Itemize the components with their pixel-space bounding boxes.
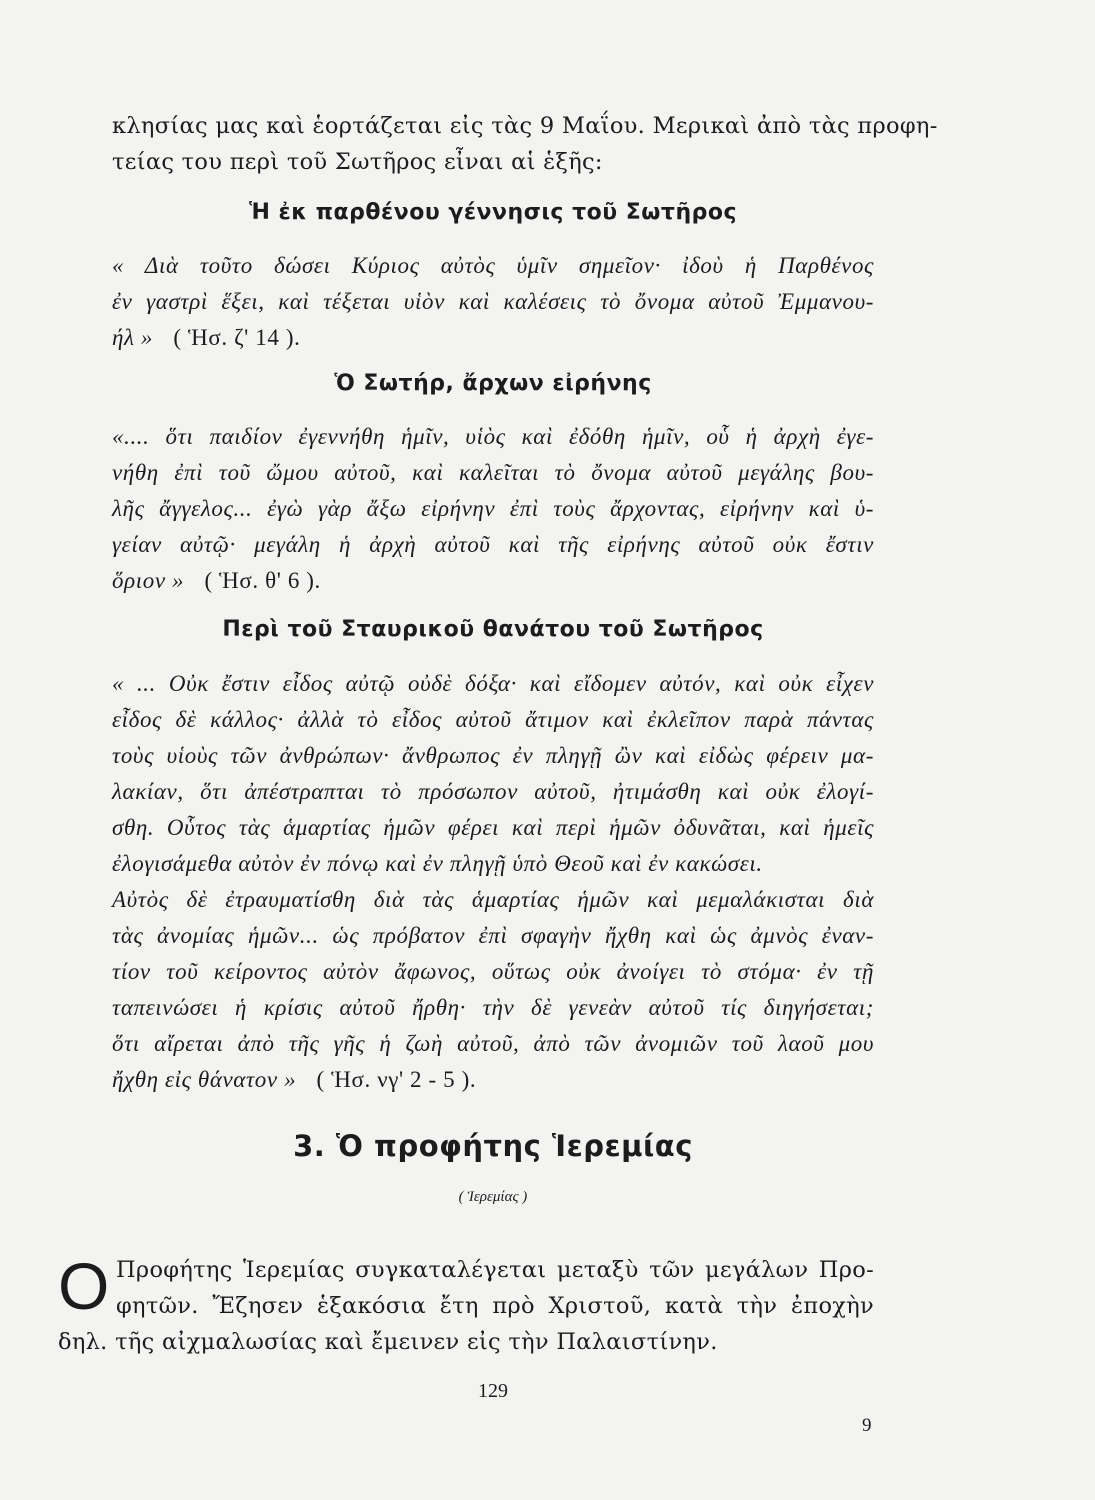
drop-cap: Ο (58, 1249, 110, 1323)
chapter-body-line (116, 1256, 874, 1284)
quote-line: γείαν αὐτῷ· μεγάλη ἡ ἀρχὴ αὐτοῦ καὶ τῆς εἰρήνης αὐτοῦ οὐκ ἔστιν (112, 532, 874, 557)
quote-line (112, 1066, 874, 1094)
chapter-subtitle: ( Ἱερεμίας ) (458, 1189, 528, 1205)
quote-line: ἐλογισάμεθα αὐτὸν ἐν πόνῳ καὶ ἐν πληγῇ ὑπὸ Θεοῦ καὶ ἐν κακώσει. (112, 851, 763, 876)
section-heading-crucifixion: Περὶ τοῦ Σταυρικοῦ θανάτου τοῦ Σωτῆρος (222, 617, 764, 642)
quote-line: «.... ὅτι παιδίον ἐγεννήθη ἡμῖν, υἱὸς καὶ ἐδόθη ἡμῖν, οὗ ἡ ἀρχὴ ἐγε- (112, 424, 874, 449)
quote-line: Αὐτὸς δὲ ἐτραυματίσθη διὰ τὰς ἁμαρτίας ἡμῶν καὶ μεμαλάκισται διὰ (112, 887, 874, 912)
quote-line: σθη. Οὗτος τὰς ἁμαρτίας ἡμῶν φέρει καὶ περὶ ἡμῶν ὀδυνᾶται, καὶ ἡμεῖς (112, 815, 874, 840)
scripture-reference: ( Ἡσ. ζ' 14 ). (173, 325, 301, 350)
quote-line: τοὺς υἱοὺς τῶν ἀνθρώπων· ἄνθρωπος ἐν πληγῇ ὢν καὶ εἰδὼς φέρειν μα- (112, 743, 874, 768)
section-heading-prince-of-peace: Ὁ Σωτήρ, ἄρχων εἰρήνης (334, 371, 652, 396)
quote-text: ὅριον » (112, 568, 185, 593)
quote-line: εἶδος δὲ κάλλος· ἀλλὰ τὸ εἶδος αὐτοῦ ἄτιμον καὶ ἐκλεῖπον παρὰ πάντας (112, 707, 874, 732)
chapter-body-line (116, 1292, 874, 1320)
quote-line: « ... Οὐκ ἔστιν εἶδος αὐτῷ οὐδὲ δόξα· καὶ εἴδομεν αὐτόν, καὶ οὐκ εἶχεν (112, 671, 874, 696)
chapter-body-line: δηλ. τῆς αἰχμαλωσίας καὶ ἔμεινεν εἰς τὴν Παλαιστίνην. (58, 1329, 718, 1355)
intro-line-2: τείας του περὶ τοῦ Σωτῆρος εἶναι αἱ ἑξῆς: (112, 149, 603, 175)
quote-line (112, 324, 874, 352)
scripture-reference: ( Ἡσ. νγ' 2 - 5 ). (316, 1067, 477, 1092)
quote-line: τίον τοῦ κείροντος αὐτὸν ἄφωνος, οὕτως οὐκ ἀνοίγει τὸ στόμα· ἐν τῇ (112, 959, 874, 984)
chapter-title: 3. Ὁ προφήτης Ἱερεμίας (293, 1129, 693, 1163)
quote-line: ταπεινώσει ἡ κρίσις αὐτοῦ ἤρθη· τὴν δὲ γενεὰν αὐτοῦ τίς διηγήσεται; (112, 995, 874, 1020)
chapter-body-text: Προφήτης Ἱερεμίας συγκαταλέγεται μεταξὺ τῶν μεγάλων Προ- (116, 1257, 874, 1283)
quote-line: « Διὰ τοῦτο δώσει Κύριος αὐτὸς ὑμῖν σημεῖον· ἰδοὺ ἡ Παρθένος (112, 253, 874, 278)
quote-text: ἤχθη εἰς θάνατον » (112, 1067, 297, 1092)
quote-text: ήλ » (112, 325, 154, 350)
chapter-body-text: φητῶν. Ἔζησεν ἑξακόσια ἔτη πρὸ Χριστοῦ, κατὰ τὴν ἐποχὴν (116, 1293, 874, 1319)
signature-mark: 9 (862, 1415, 872, 1436)
quote-line: τὰς ἀνομίας ἡμῶν... ὡς πρόβατον ἐπὶ σφαγὴν ἤχθη καὶ ὡς ἀμνὸς ἐναν- (112, 923, 874, 948)
page-number: 129 (478, 1380, 508, 1402)
quote-line: νήθη ἐπὶ τοῦ ὤμου αὐτοῦ, καὶ καλεῖται τὸ ὄνομα αὐτοῦ μεγάλης βου- (112, 460, 874, 485)
quote-line: λακίαν, ὅτι ἀπέστραπται τὸ πρόσωπον αὐτοῦ, ἠτιμάσθη καὶ οὐκ ἐλογί- (112, 779, 874, 804)
intro-line-1: κλησίας μας καὶ ἑορτάζεται εἰς τὰς 9 Μαΐου. Μερικαὶ ἀπὸ τὰς προφη- (112, 113, 938, 139)
scripture-reference: ( Ἡσ. θ' 6 ). (204, 568, 321, 593)
section-heading-virgin-birth: Ἡ ἐκ παρθένου γέννησις τοῦ Σωτῆρος (248, 200, 738, 225)
quote-line: ἐν γαστρὶ ἕξει, καὶ τέξεται υἱὸν καὶ καλέσεις τὸ ὄνομα αὐτοῦ Ἐμμανου- (112, 289, 874, 314)
quote-line (112, 567, 874, 595)
quote-line: λῆς ἄγγελος... ἐγὼ γὰρ ἄξω εἰρήνην ἐπὶ τοὺς ἄρχοντας, εἰρήνην καὶ ὑ- (112, 496, 874, 521)
quote-line: ὅτι αἴρεται ἀπὸ τῆς γῆς ἡ ζωὴ αὐτοῦ, ἀπὸ τῶν ἀνομιῶν τοῦ λαοῦ μου (112, 1031, 874, 1056)
